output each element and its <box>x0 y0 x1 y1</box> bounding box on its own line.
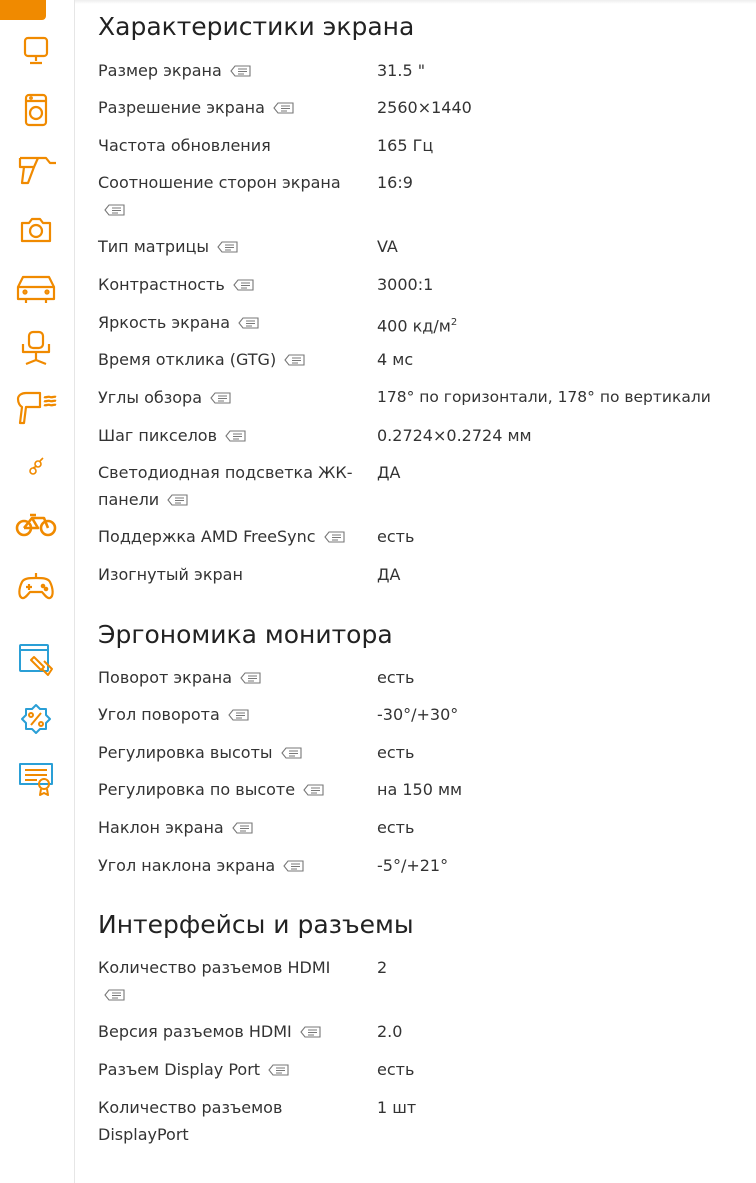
office-chair-icon[interactable] <box>14 330 58 368</box>
spec-label: Соотношение сторон экрана <box>98 169 348 223</box>
spec-value: 400 $кд/м^2$ <box>377 316 458 336</box>
spec-value: на 150 мм <box>377 780 463 799</box>
spec-value: 16:9 <box>377 173 413 192</box>
spec-label: Регулировка высоты <box>98 739 360 766</box>
spec-value: есть <box>377 743 415 762</box>
spec-value: 3000:1 <box>377 275 434 294</box>
info-tooltip-icon[interactable] <box>229 276 255 294</box>
info-tooltip-icon[interactable] <box>296 1023 322 1041</box>
spec-value: есть <box>377 668 415 687</box>
superscript: 2 <box>450 317 458 328</box>
top-shadow <box>74 0 756 4</box>
spec-label: Количество разъемов DisplayPort <box>98 1098 283 1144</box>
bicycle-icon[interactable] <box>14 506 58 544</box>
camera-icon[interactable] <box>14 211 58 249</box>
spec-label: Светодиодная подсветка ЖК-панели <box>98 463 353 509</box>
spec-label: Время отклика (GTG) <box>98 346 360 373</box>
info-tooltip-icon[interactable] <box>221 427 247 445</box>
spec-value: 31.5 " <box>377 61 426 80</box>
spec-label: Тип матрицы <box>98 233 360 260</box>
spec-label: Углы обзора <box>98 384 360 411</box>
section-title-ergonomics: Эргономика монитора <box>98 620 393 649</box>
info-tooltip-icon[interactable] <box>100 986 126 1004</box>
sidebar-active-tab[interactable] <box>0 0 46 20</box>
spec-value: -30°/+30° <box>377 705 459 724</box>
spec-label: Количество разъемов HDMI <box>98 954 343 1008</box>
spec-label: Версия разъемов HDMI <box>98 1018 360 1045</box>
info-tooltip-icon[interactable] <box>264 1061 290 1079</box>
software-icon[interactable] <box>14 641 58 679</box>
info-tooltip-icon[interactable] <box>280 351 306 369</box>
info-tooltip-icon[interactable] <box>277 744 303 762</box>
info-tooltip-icon[interactable] <box>224 706 250 724</box>
info-tooltip-icon[interactable] <box>226 62 252 80</box>
spec-value: 165 Гц <box>377 136 434 155</box>
spec-label: Поддержка AMD FreeSync <box>98 523 360 550</box>
spec-value: VA <box>377 237 398 256</box>
info-tooltip-icon[interactable] <box>206 389 232 407</box>
gamepad-icon[interactable] <box>14 568 58 606</box>
spec-label: Частота обновления <box>98 136 271 155</box>
spec-value: ДА <box>377 565 401 584</box>
spec-label: Поворот экрана <box>98 664 360 691</box>
spec-value: 2.0 <box>377 1022 403 1041</box>
spec-label: Угол наклона экрана <box>98 852 360 879</box>
washing-machine-icon[interactable] <box>14 91 58 129</box>
car-icon[interactable] <box>14 269 58 307</box>
spec-label: Контрастность <box>98 271 360 298</box>
spec-label: Шаг пикселов <box>98 422 360 449</box>
spec-label: Разъем Display Port <box>98 1056 360 1083</box>
spec-value: 1 шт <box>377 1098 417 1117</box>
certificate-icon[interactable] <box>14 760 58 798</box>
info-tooltip-icon[interactable] <box>236 669 262 687</box>
info-tooltip-icon[interactable] <box>213 238 239 256</box>
discount-icon[interactable] <box>14 702 58 740</box>
info-tooltip-icon[interactable] <box>279 857 305 875</box>
spec-value: 2560×1440 <box>377 98 472 117</box>
spec-value: 2 <box>377 958 388 977</box>
hair-dryer-icon[interactable] <box>14 389 58 427</box>
info-tooltip-icon[interactable] <box>228 819 254 837</box>
section-title-interfaces: Интерфейсы и разъемы <box>98 910 414 939</box>
section-title-display: Характеристики экрана <box>98 12 415 41</box>
category-sidebar <box>0 0 75 1183</box>
spec-value: есть <box>377 1060 415 1079</box>
spec-value: есть <box>377 818 415 837</box>
monitor-icon[interactable] <box>14 32 58 70</box>
spec-value: 178° по горизонтали, 178° по вертикали <box>377 388 711 406</box>
spec-label: Регулировка по высоте <box>98 776 360 803</box>
spec-value: 0.2724×0.2724 мм <box>377 426 532 445</box>
spec-label: Размер экрана <box>98 57 360 84</box>
info-tooltip-icon[interactable] <box>163 491 189 509</box>
spec-value: 4 мс <box>377 350 414 369</box>
spec-label: Наклон экрана <box>98 814 360 841</box>
drill-icon[interactable] <box>14 150 58 188</box>
garden-icon[interactable] <box>14 449 58 487</box>
spec-label: Изогнутый экран <box>98 565 243 584</box>
info-tooltip-icon[interactable] <box>100 201 126 219</box>
spec-label: Разрешение экрана <box>98 94 360 121</box>
info-tooltip-icon[interactable] <box>299 781 325 799</box>
spec-label: Яркость экрана <box>98 309 360 336</box>
spec-value: -5°/+21° <box>377 856 449 875</box>
info-tooltip-icon[interactable] <box>320 528 346 546</box>
spec-value: есть <box>377 527 415 546</box>
spec-value: ДА <box>377 463 401 482</box>
info-tooltip-icon[interactable] <box>234 314 260 332</box>
info-tooltip-icon[interactable] <box>269 99 295 117</box>
spec-label: Угол поворота <box>98 701 360 728</box>
